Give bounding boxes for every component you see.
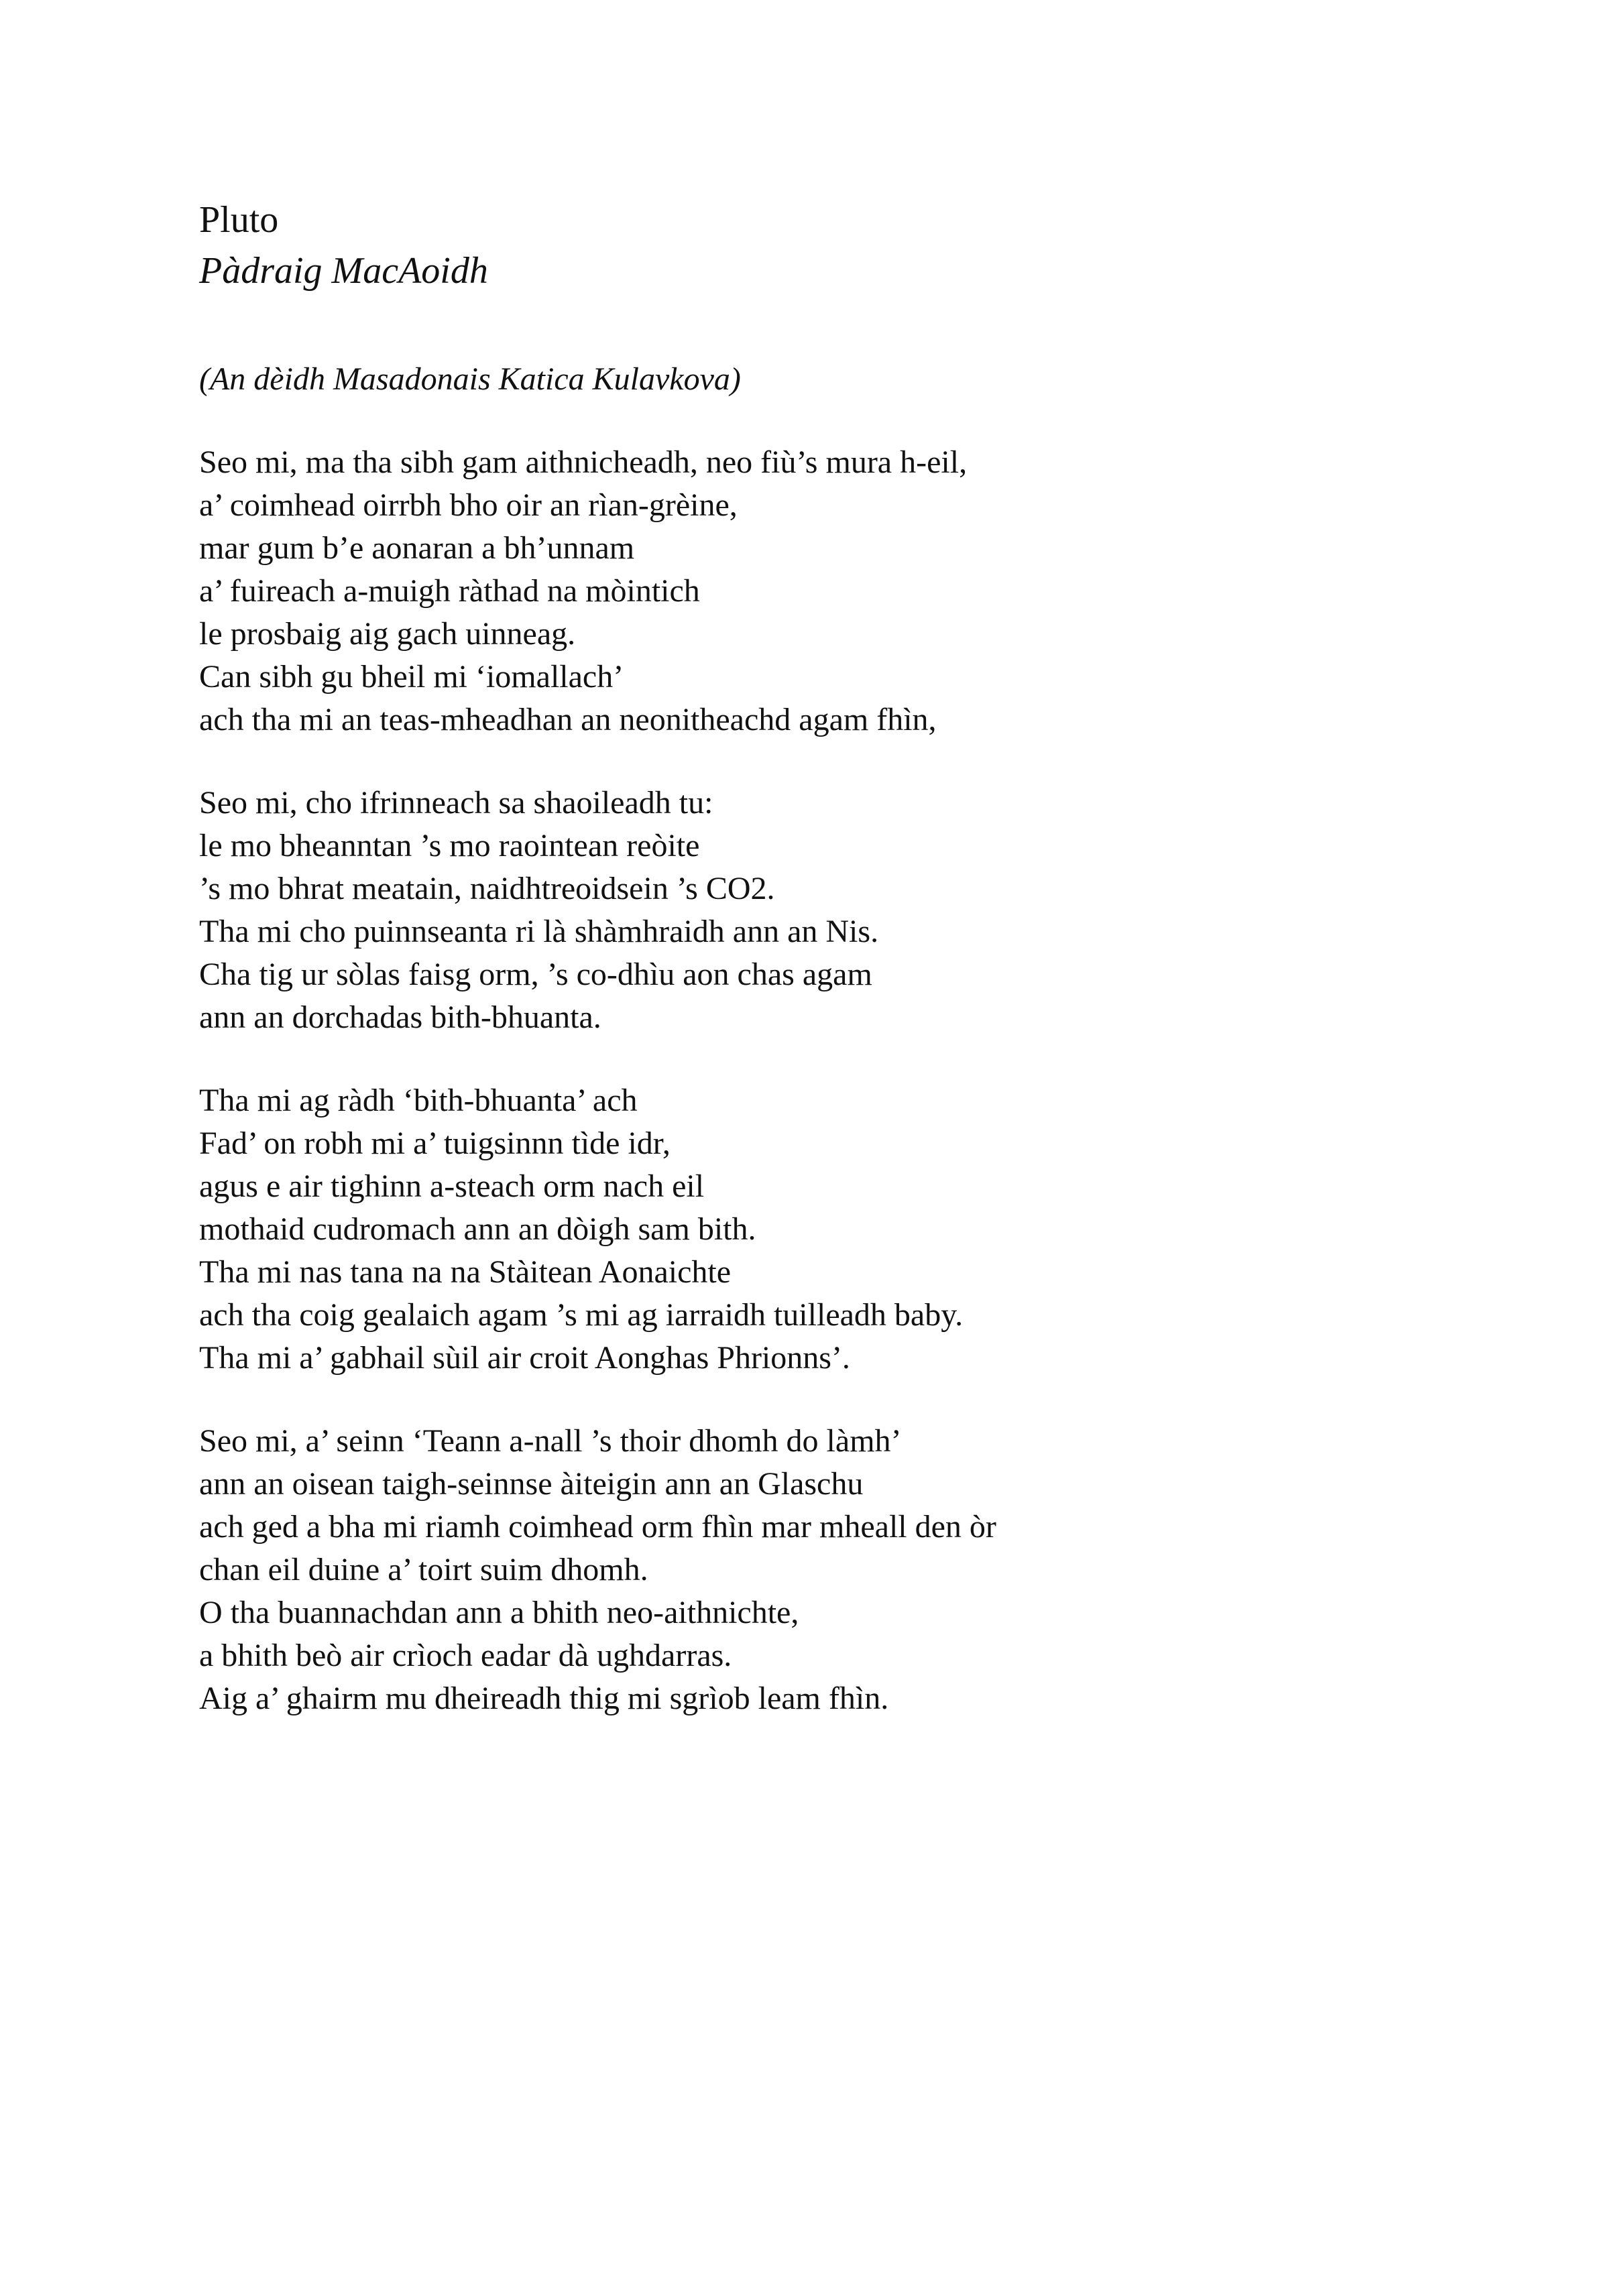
- poem-line: Fad’ on robh mi a’ tuigsinnn tìde idr,: [199, 1126, 671, 1161]
- poem-line: agus e air tighinn a-steach orm nach eil: [199, 1168, 705, 1204]
- poem-line: O tha buannachdan ann a bhith neo-aithnichte,: [199, 1595, 799, 1630]
- stanza-1: [199, 441, 1473, 741]
- poem-line: a’ fuireach a-muigh ràthad na mòintich: [199, 573, 700, 609]
- poem-line: ann an oisean taigh-seinnse àiteigin ann an Glaschu: [199, 1466, 864, 1502]
- poem-line: Seo mi, a’ seinn ‘Teann a-nall ’s thoir dhomh do làmh’: [199, 1423, 902, 1459]
- poem-line: Tha mi nas tana na na Stàitean Aonaichte: [199, 1254, 732, 1290]
- poem-author: Pàdraig MacAoidh: [199, 250, 488, 292]
- poem-line: Tha mi a’ gabhail sùil air croit Aonghas Phrionns’.: [199, 1340, 850, 1376]
- poem-title: Pluto: [199, 199, 279, 241]
- poem-line: Cha tig ur sòlas faisg orm, ’s co-dhìu aon chas agam: [199, 957, 872, 992]
- poem-dedication: (An dèidh Masadonais Katica Kulavkova): [199, 361, 741, 397]
- stanza-4: [199, 1420, 1473, 1720]
- poem-line: Seo mi, ma tha sibh gam aithnicheadh, neo fiù’s mura h-eil,: [199, 444, 968, 480]
- poem-line: mar gum b’e aonaran a bh’unnam: [199, 530, 635, 566]
- poem-line: ’s mo bhrat meatain, naidhtreoidsein ’s CO2.: [199, 871, 775, 906]
- poem-line: ach ged a bha mi riamh coimhead orm fhìn mar mheall den òr: [199, 1509, 996, 1545]
- poem-body: [199, 194, 1473, 1720]
- poem-line: Aig a’ ghairm mu dheireadh thig mi sgrìob leam fhìn.: [199, 1681, 889, 1716]
- poem-line: a bhith beò air crìoch eadar dà ughdarras.: [199, 1638, 732, 1673]
- poem-line: le mo bheanntan ’s mo raointean reòite: [199, 828, 700, 863]
- stanza-2: [199, 782, 1473, 1039]
- poem-line: le prosbaig aig gach uinneag.: [199, 616, 576, 652]
- poem-line: Tha mi cho puinnseanta ri là shàmhraidh ann an Nis.: [199, 914, 879, 949]
- poem-line: ann an dorchadas bith-bhuanta.: [199, 1000, 601, 1035]
- poem-line: a’ coimhead oirrbh bho oir an rìan-grèine,: [199, 487, 738, 523]
- poem-line: Tha mi ag ràdh ‘bith-bhuanta’ ach: [199, 1083, 638, 1118]
- poem-line: ach tha coig gealaich agam ’s mi ag iarraidh tuilleadh baby.: [199, 1297, 964, 1333]
- poem-line: chan eil duine a’ toirt suim dhomh.: [199, 1552, 648, 1587]
- poem-line: mothaid cudromach ann an dòigh sam bith.: [199, 1211, 756, 1247]
- poem-line: Can sibh gu bheil mi ‘iomallach’: [199, 659, 624, 694]
- poem-line: Seo mi, cho ifrinneach sa shaoileadh tu:: [199, 785, 713, 821]
- stanza-3: [199, 1079, 1473, 1380]
- poem-line: ach tha mi an teas-mheadhan an neonitheachd agam fhìn,: [199, 702, 937, 737]
